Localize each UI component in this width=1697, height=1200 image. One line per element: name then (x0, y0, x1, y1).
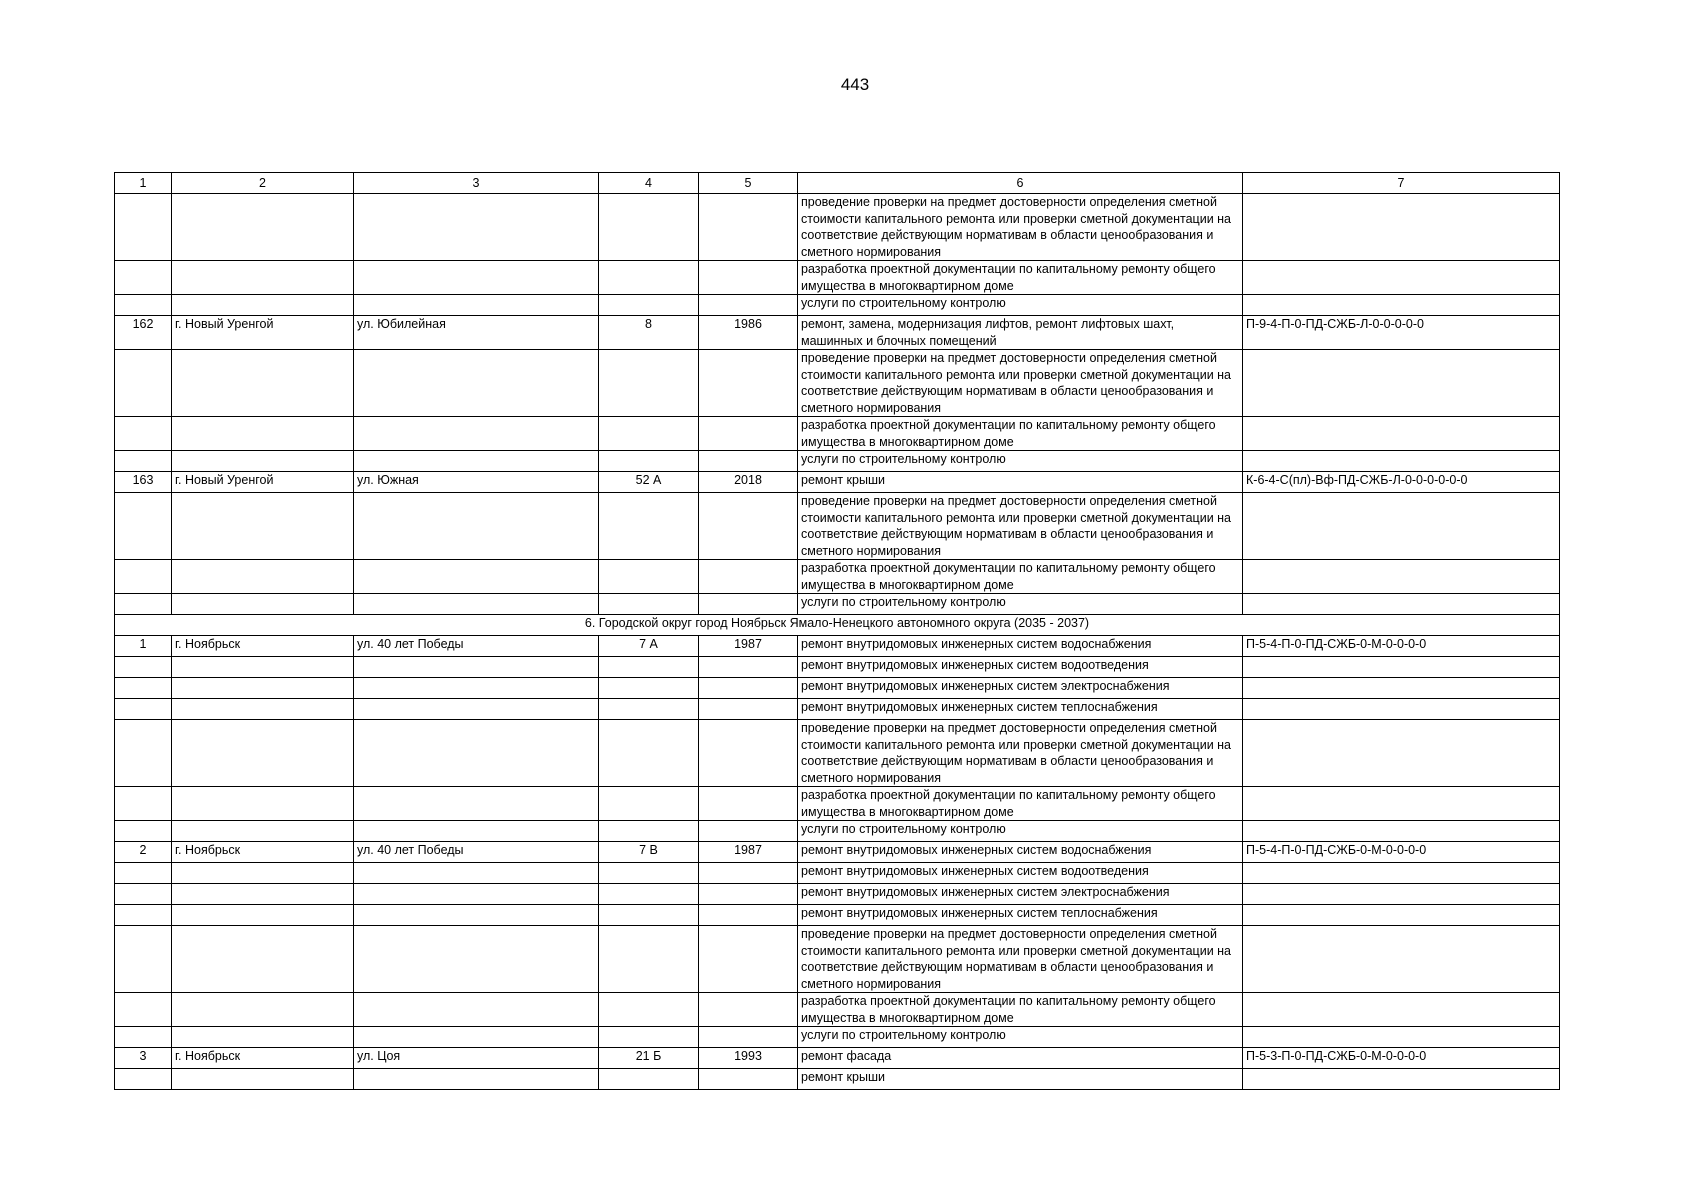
street-cell (354, 451, 599, 472)
street-cell (354, 926, 599, 993)
work-type-cell: проведение проверки на предмет достоверности определения сметной стоимости капитального ремонта или проверки сметной документации на соответствие действующим нормативам в области ценообразования и сметного нормирования (798, 493, 1243, 560)
building-code-cell (1243, 905, 1560, 926)
work-type-cell: ремонт внутридомовых инженерных систем водоотведения (798, 863, 1243, 884)
table-row (115, 594, 1560, 615)
row-number (115, 194, 172, 261)
row-number (115, 493, 172, 560)
city-cell: г. Новый Уренгой (172, 316, 354, 350)
work-type-cell: услуги по строительному контролю (798, 821, 1243, 842)
year-cell (699, 821, 798, 842)
work-type-cell: услуги по строительному контролю (798, 295, 1243, 316)
house-number-cell: 7 В (599, 842, 699, 863)
table-row (115, 657, 1560, 678)
building-code-cell (1243, 451, 1560, 472)
house-number-cell (599, 863, 699, 884)
row-number (115, 821, 172, 842)
table-header-row (115, 173, 1560, 194)
building-code-cell: К-6-4-С(пл)-Вф-ПД-СЖБ-Л-0-0-0-0-0-0 (1243, 472, 1560, 493)
building-code-cell: П-5-4-П-0-ПД-СЖБ-0-М-0-0-0-0 (1243, 842, 1560, 863)
year-cell (699, 699, 798, 720)
city-cell (172, 1069, 354, 1090)
street-cell (354, 905, 599, 926)
row-number: 1 (115, 636, 172, 657)
city-cell (172, 1027, 354, 1048)
city-cell (172, 657, 354, 678)
row-number: 2 (115, 842, 172, 863)
row-number (115, 295, 172, 316)
work-type-cell: разработка проектной документации по капитальному ремонту общего имущества в многоквартирном доме (798, 787, 1243, 821)
year-cell (699, 787, 798, 821)
table-row (115, 493, 1560, 560)
table-row (115, 993, 1560, 1027)
building-code-cell: П-5-3-П-0-ПД-СЖБ-0-М-0-0-0-0 (1243, 1048, 1560, 1069)
work-type-cell: ремонт внутридомовых инженерных систем теплоснабжения (798, 699, 1243, 720)
building-code-cell: П-9-4-П-0-ПД-СЖБ-Л-0-0-0-0-0 (1243, 316, 1560, 350)
year-cell (699, 884, 798, 905)
work-type-cell: разработка проектной документации по капитальному ремонту общего имущества в многоквартирном доме (798, 261, 1243, 295)
city-cell (172, 594, 354, 615)
building-code-cell (1243, 295, 1560, 316)
table-body (115, 173, 1560, 1090)
city-cell: г. Новый Уренгой (172, 472, 354, 493)
city-cell (172, 699, 354, 720)
building-code-cell (1243, 720, 1560, 787)
table-row (115, 926, 1560, 993)
building-code-cell (1243, 194, 1560, 261)
work-type-cell: ремонт крыши (798, 1069, 1243, 1090)
house-number-cell (599, 417, 699, 451)
column-header: 5 (699, 173, 798, 194)
street-cell (354, 594, 599, 615)
house-number-cell (599, 295, 699, 316)
row-number: 163 (115, 472, 172, 493)
city-cell: г. Ноябрьск (172, 1048, 354, 1069)
work-type-cell: ремонт внутридомовых инженерных систем водоснабжения (798, 636, 1243, 657)
house-number-cell (599, 905, 699, 926)
column-header: 1 (115, 173, 172, 194)
building-code-cell (1243, 821, 1560, 842)
table-row (115, 905, 1560, 926)
year-cell (699, 560, 798, 594)
building-code-cell (1243, 993, 1560, 1027)
house-number-cell (599, 493, 699, 560)
page-number: 443 (840, 75, 870, 94)
building-code-cell (1243, 787, 1560, 821)
city-cell (172, 295, 354, 316)
city-cell (172, 678, 354, 699)
work-type-cell: ремонт крыши (798, 472, 1243, 493)
street-cell (354, 720, 599, 787)
column-header: 6 (798, 173, 1243, 194)
capital-repair-table (114, 172, 1560, 1090)
house-number-cell (599, 194, 699, 261)
row-number (115, 1069, 172, 1090)
city-cell (172, 451, 354, 472)
year-cell (699, 194, 798, 261)
house-number-cell: 8 (599, 316, 699, 350)
year-cell (699, 350, 798, 417)
row-number (115, 678, 172, 699)
row-number (115, 699, 172, 720)
street-cell (354, 1027, 599, 1048)
table-row (115, 678, 1560, 699)
street-cell (354, 678, 599, 699)
column-header: 3 (354, 173, 599, 194)
street-cell (354, 821, 599, 842)
city-cell (172, 787, 354, 821)
table-row (115, 720, 1560, 787)
building-code-cell (1243, 1027, 1560, 1048)
table-row (115, 316, 1560, 350)
row-number (115, 350, 172, 417)
street-cell (354, 350, 599, 417)
building-code-cell (1243, 699, 1560, 720)
building-code-cell (1243, 350, 1560, 417)
year-cell: 1987 (699, 842, 798, 863)
table-row (115, 699, 1560, 720)
building-code-cell (1243, 594, 1560, 615)
house-number-cell (599, 350, 699, 417)
year-cell (699, 1069, 798, 1090)
row-number (115, 657, 172, 678)
city-cell (172, 493, 354, 560)
table-row (115, 417, 1560, 451)
row-number (115, 261, 172, 295)
year-cell: 2018 (699, 472, 798, 493)
row-number: 3 (115, 1048, 172, 1069)
row-number (115, 905, 172, 926)
building-code-cell (1243, 926, 1560, 993)
house-number-cell: 52 А (599, 472, 699, 493)
year-cell (699, 720, 798, 787)
work-type-cell: ремонт внутридомовых инженерных систем электроснабжения (798, 678, 1243, 699)
house-number-cell (599, 560, 699, 594)
street-cell (354, 993, 599, 1027)
street-cell: ул. Южная (354, 472, 599, 493)
house-number-cell (599, 657, 699, 678)
year-cell: 1993 (699, 1048, 798, 1069)
city-cell: г. Ноябрьск (172, 636, 354, 657)
row-number (115, 1027, 172, 1048)
work-type-cell: разработка проектной документации по капитальному ремонту общего имущества в многоквартирном доме (798, 417, 1243, 451)
city-cell (172, 905, 354, 926)
column-header: 4 (599, 173, 699, 194)
year-cell (699, 926, 798, 993)
building-code-cell (1243, 657, 1560, 678)
table-row (115, 295, 1560, 316)
city-cell (172, 261, 354, 295)
city-cell (172, 194, 354, 261)
city-cell: г. Ноябрьск (172, 842, 354, 863)
street-cell (354, 863, 599, 884)
row-number (115, 594, 172, 615)
table-row (115, 451, 1560, 472)
section-row (115, 615, 1560, 636)
house-number-cell (599, 993, 699, 1027)
building-code-cell (1243, 261, 1560, 295)
work-type-cell: разработка проектной документации по капитальному ремонту общего имущества в многоквартирном доме (798, 560, 1243, 594)
street-cell (354, 560, 599, 594)
year-cell (699, 993, 798, 1027)
year-cell (699, 657, 798, 678)
year-cell (699, 863, 798, 884)
row-number (115, 926, 172, 993)
work-type-cell: ремонт внутридомовых инженерных систем электроснабжения (798, 884, 1243, 905)
street-cell (354, 1069, 599, 1090)
table-row (115, 1069, 1560, 1090)
city-cell (172, 821, 354, 842)
work-type-cell: ремонт внутридомовых инженерных систем водоснабжения (798, 842, 1243, 863)
work-type-cell: ремонт, замена, модернизация лифтов, ремонт лифтовых шахт, машинных и блочных помещений (798, 316, 1243, 350)
table-row (115, 842, 1560, 863)
year-cell (699, 905, 798, 926)
street-cell: ул. Цоя (354, 1048, 599, 1069)
table-row (115, 194, 1560, 261)
year-cell (699, 594, 798, 615)
street-cell (354, 657, 599, 678)
street-cell (354, 493, 599, 560)
street-cell (354, 261, 599, 295)
year-cell: 1987 (699, 636, 798, 657)
city-cell (172, 350, 354, 417)
year-cell: 1986 (699, 316, 798, 350)
street-cell: ул. 40 лет Победы (354, 842, 599, 863)
column-header: 7 (1243, 173, 1560, 194)
city-cell (172, 926, 354, 993)
building-code-cell (1243, 560, 1560, 594)
house-number-cell (599, 884, 699, 905)
house-number-cell (599, 594, 699, 615)
street-cell: ул. 40 лет Победы (354, 636, 599, 657)
house-number-cell (599, 1027, 699, 1048)
row-number (115, 884, 172, 905)
house-number-cell (599, 926, 699, 993)
house-number-cell (599, 787, 699, 821)
house-number-cell: 7 А (599, 636, 699, 657)
work-type-cell: услуги по строительному контролю (798, 451, 1243, 472)
building-code-cell (1243, 863, 1560, 884)
row-number (115, 993, 172, 1027)
work-type-cell: проведение проверки на предмет достоверности определения сметной стоимости капитального ремонта или проверки сметной документации на соответствие действующим нормативам в области ценообразования и сметного нормирования (798, 720, 1243, 787)
year-cell (699, 678, 798, 699)
year-cell (699, 295, 798, 316)
row-number (115, 417, 172, 451)
work-type-cell: разработка проектной документации по капитальному ремонту общего имущества в многоквартирном доме (798, 993, 1243, 1027)
row-number (115, 560, 172, 594)
table-row (115, 884, 1560, 905)
table-row (115, 863, 1560, 884)
street-cell (354, 417, 599, 451)
table-row (115, 560, 1560, 594)
year-cell (699, 261, 798, 295)
year-cell (699, 451, 798, 472)
row-number: 162 (115, 316, 172, 350)
row-number (115, 787, 172, 821)
table-row (115, 472, 1560, 493)
table-row (115, 787, 1560, 821)
work-type-cell: проведение проверки на предмет достоверности определения сметной стоимости капитального ремонта или проверки сметной документации на соответствие действующим нормативам в области ценообразования и сметного нормирования (798, 926, 1243, 993)
row-number (115, 720, 172, 787)
city-cell (172, 884, 354, 905)
house-number-cell (599, 678, 699, 699)
building-code-cell (1243, 884, 1560, 905)
city-cell (172, 560, 354, 594)
street-cell (354, 194, 599, 261)
street-cell (354, 295, 599, 316)
row-number (115, 451, 172, 472)
street-cell: ул. Юбилейная (354, 316, 599, 350)
house-number-cell (599, 451, 699, 472)
building-code-cell: П-5-4-П-0-ПД-СЖБ-0-М-0-0-0-0 (1243, 636, 1560, 657)
work-type-cell: услуги по строительному контролю (798, 1027, 1243, 1048)
city-cell (172, 417, 354, 451)
house-number-cell (599, 821, 699, 842)
building-code-cell (1243, 678, 1560, 699)
column-header: 2 (172, 173, 354, 194)
table-row (115, 1027, 1560, 1048)
row-number (115, 863, 172, 884)
table-row (115, 350, 1560, 417)
year-cell (699, 493, 798, 560)
street-cell (354, 699, 599, 720)
city-cell (172, 993, 354, 1027)
house-number-cell: 21 Б (599, 1048, 699, 1069)
house-number-cell (599, 720, 699, 787)
table-row (115, 261, 1560, 295)
building-code-cell (1243, 1069, 1560, 1090)
section-title: 6. Городской округ город Ноябрьск Ямало-Ненецкого автономного округа (2035 - 2037) (115, 615, 1560, 636)
work-type-cell: ремонт внутридомовых инженерных систем водоотведения (798, 657, 1243, 678)
street-cell (354, 787, 599, 821)
work-type-cell: ремонт фасада (798, 1048, 1243, 1069)
year-cell (699, 1027, 798, 1048)
table-row (115, 636, 1560, 657)
table-row (115, 1048, 1560, 1069)
work-type-cell: проведение проверки на предмет достоверности определения сметной стоимости капитального ремонта или проверки сметной документации на соответствие действующим нормативам в области ценообразования и сметного нормирования (798, 350, 1243, 417)
city-cell (172, 863, 354, 884)
city-cell (172, 720, 354, 787)
building-code-cell (1243, 493, 1560, 560)
work-type-cell: проведение проверки на предмет достоверности определения сметной стоимости капитального ремонта или проверки сметной документации на соответствие действующим нормативам в области ценообразования и сметного нормирования (798, 194, 1243, 261)
building-code-cell (1243, 417, 1560, 451)
work-type-cell: услуги по строительному контролю (798, 594, 1243, 615)
table-row (115, 821, 1560, 842)
year-cell (699, 417, 798, 451)
work-type-cell: ремонт внутридомовых инженерных систем теплоснабжения (798, 905, 1243, 926)
street-cell (354, 884, 599, 905)
house-number-cell (599, 261, 699, 295)
house-number-cell (599, 1069, 699, 1090)
house-number-cell (599, 699, 699, 720)
